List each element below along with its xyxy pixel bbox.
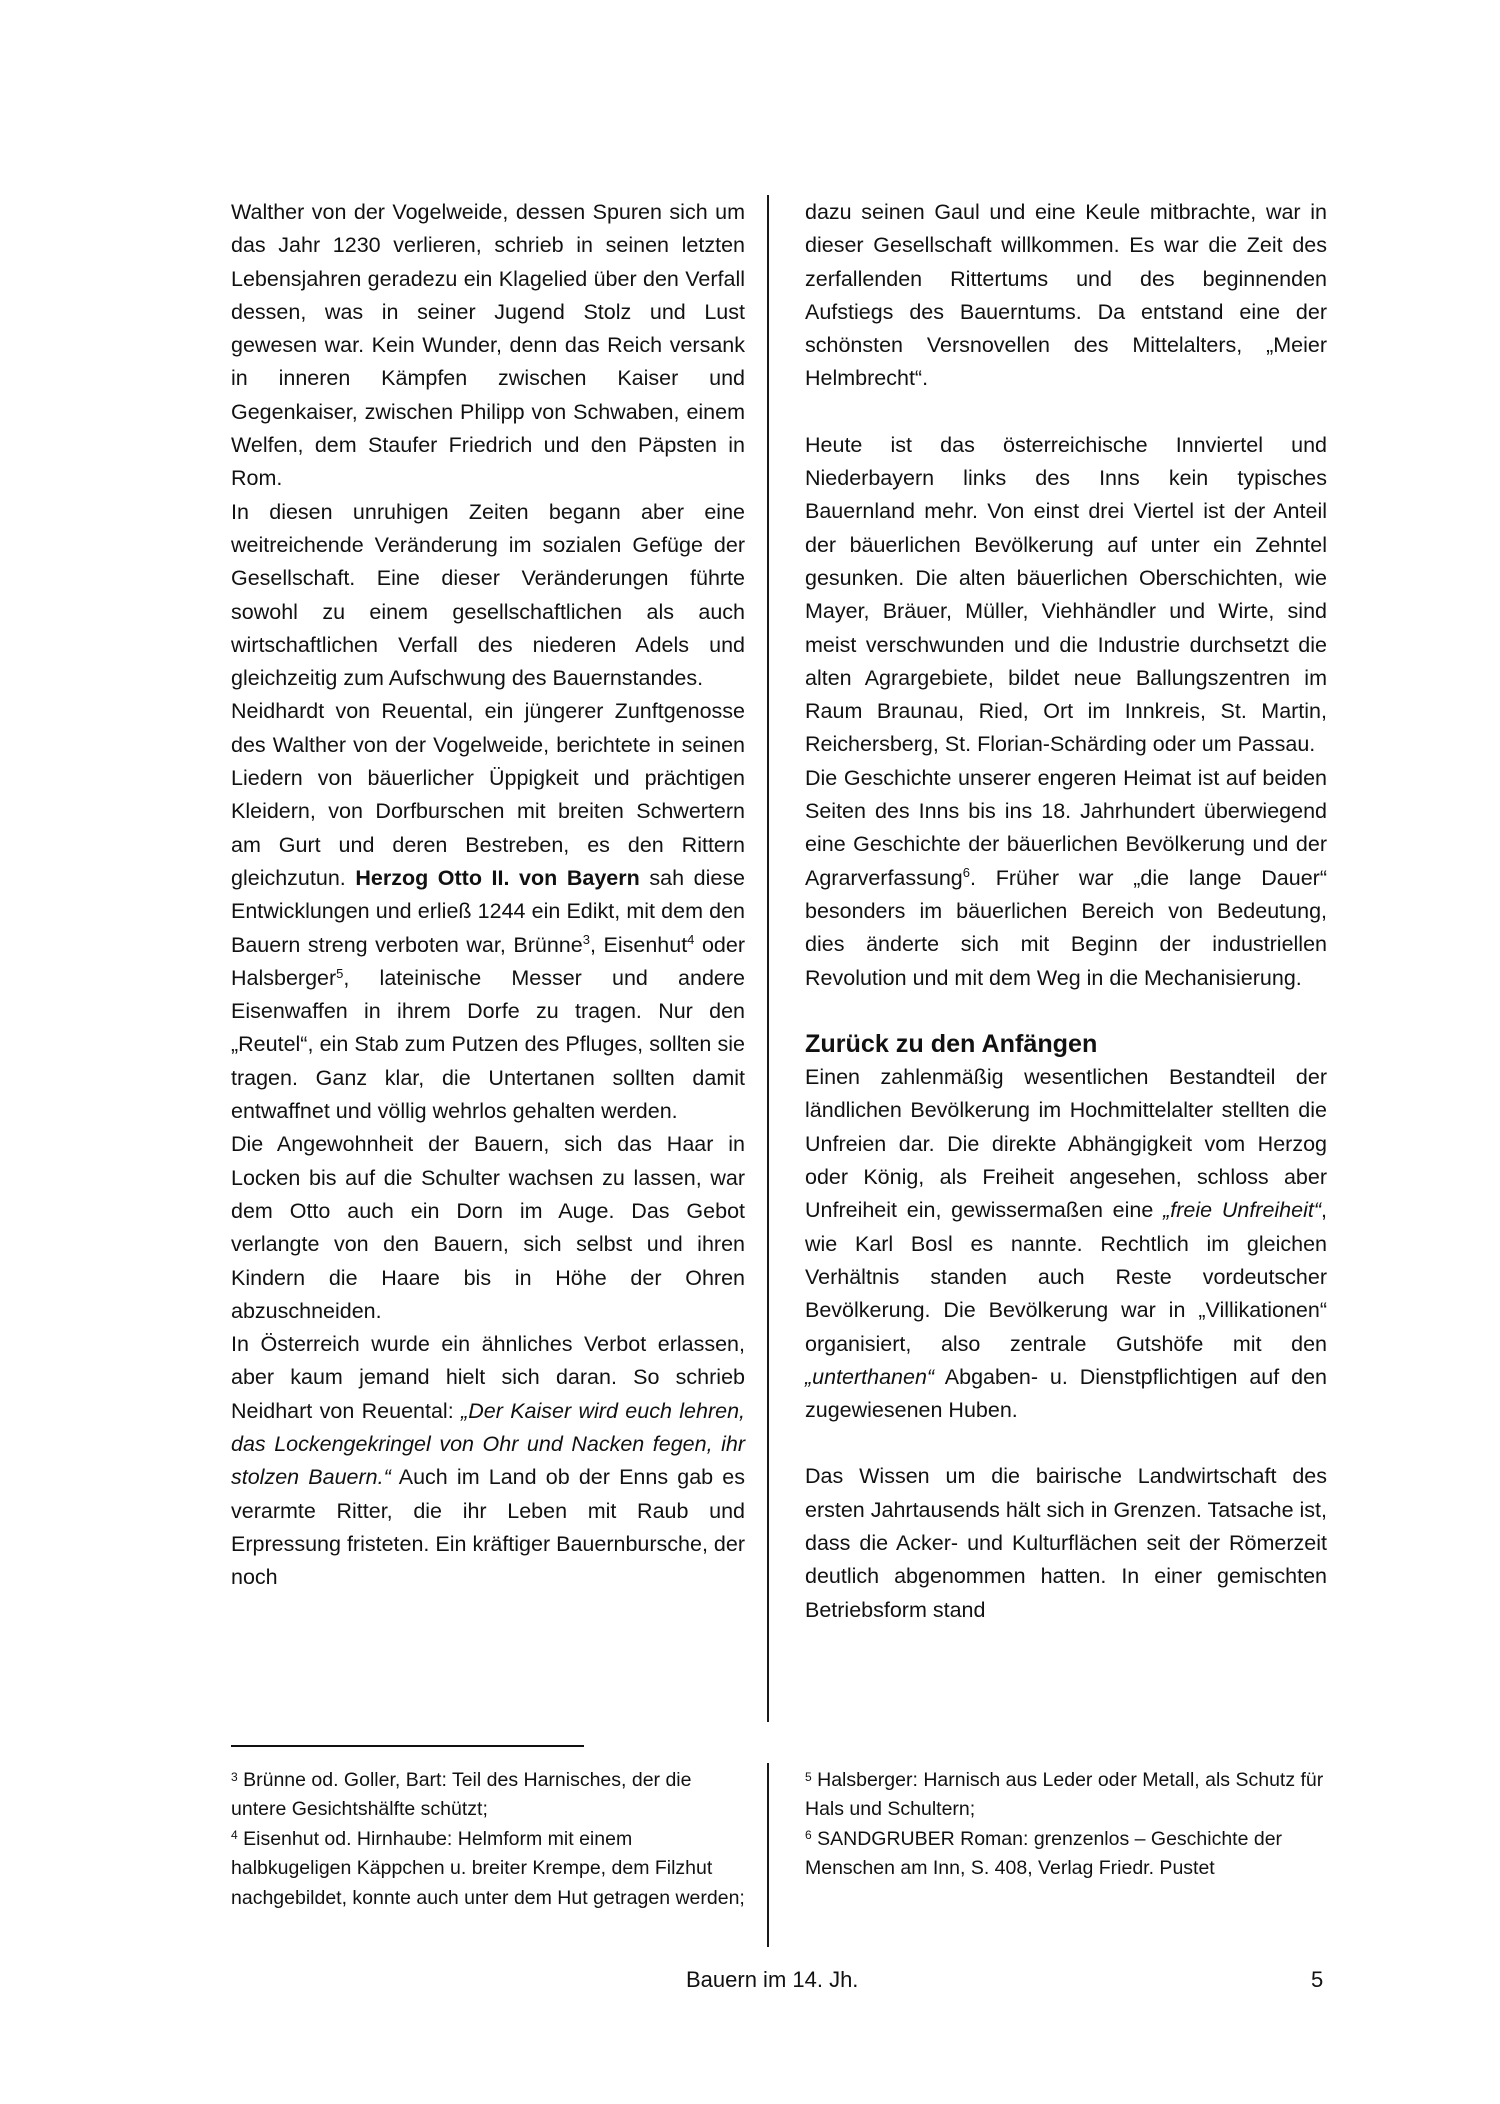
paragraph-oesterreich xyxy=(231,1328,745,1594)
paragraph-helmbrecht: dazu seinen Gaul und eine Keule mitbrachte, war in dieser Gesellschaft willkommen. Es war die Zeit des zerfallenden Rittertums und des beginnenden Aufstiegs des Bauerntums. Da entstand eine der schönsten Versnovellen des Mittelalters, „Meier Helmbrecht“. xyxy=(805,200,1327,391)
italic-quote: „Der Kaiser wird euch lehren, das Lockengekringel von Ohr und Nacken fegen, ihr stolzen Bauern.“ xyxy=(231,1398,746,1490)
footnotes-right xyxy=(805,1766,1325,1884)
footnote-4 xyxy=(231,1825,751,1913)
footnote-number: 5 xyxy=(805,1769,812,1784)
footnote-5 xyxy=(805,1766,1325,1825)
paragraph-haar: Die Angewohnheit der Bauern, sich das Haar in Locken bis auf die Schulter wachsen zu lassen, war dem Otto auch ein Dorn im Auge. Das Gebot verlangte von den Bauern, sich selbst und ihren Kindern die Haare bis in Höhe der Ohren abzuschneiden. xyxy=(231,1132,745,1323)
bold-name-herzog-otto: Herzog Otto II. von Bayern xyxy=(355,865,640,890)
footnotes-left xyxy=(231,1766,751,1913)
paragraph-innviertel: Heute ist das österreichische Innviertel und Niederbayern links des Inns kein typisches Bauernland mehr. Von einst drei Viertel ist der Anteil der bäuerlichen Bevölkerung auf unter ein Zehntel gesunken. Die alten bäuerlichen Oberschichten, wie Mayer, Bräuer, Müller, Viehhändler und Wirte, sind meist verschwunden und die Industrie durchsetzt die alten Agrargebiete, bildet neue Ballungszentren im Raum Braunau, Ried, Ort im Innkreis, St. Martin, Reichersberg, St. Florian-Schärding oder um Passau. xyxy=(805,432,1327,757)
footnote-separator xyxy=(231,1745,584,1747)
column-divider-bottom xyxy=(767,1763,769,1947)
footnote-ref-5[interactable]: 5 xyxy=(336,965,344,981)
paragraph-landwirtschaft: Das Wissen um die bairische Landwirtschaft des ersten Jahrtausends hält sich in Grenzen. Tatsache ist, dass die Acker- und Kulturflächen seit der Römerzeit deutlich abgenommen hatten. In einer gemischten Betriebsform stand xyxy=(805,1464,1327,1622)
footnote-number: 4 xyxy=(231,1828,238,1843)
text-run: . Früher war „die lange Dauer“ besonders im bäuerlichen Bereich von Bedeutung, dies änderte sich mit Beginn der industriellen Revolution und mit dem Weg in die Mechanisierung. xyxy=(805,865,1327,990)
column-divider-top xyxy=(767,195,769,1722)
text-run: sah diese Entwicklungen und erließ 1244 ein Edikt, mit dem den Bauern streng verboten war, Brünne xyxy=(231,865,746,957)
text-run: oder Halsberger xyxy=(231,932,745,990)
text-run: Die Geschichte unserer engeren Heimat ist auf beiden Seiten des Inns bis ins 18. Jahrhundert überwiegend eine Geschichte der bäuerlichen Bevölkerung und der Agrarverfassung xyxy=(805,765,1327,890)
text-run: Abgaben- u. Dienstpflichtigen auf den zugewiesenen Huben. xyxy=(805,1364,1327,1423)
paragraph-walther: Walther von der Vogelweide, dessen Spuren sich um das Jahr 1230 verlieren, schrieb in seinen letzten Lebensjahren geradezu ein Klagelied über den Verfall dessen, was in seiner Jugend Stolz und Lust gewesen war. Kein Wunder, denn das Reich versank in inneren Kämpfen zwischen Kaiser und Gegenkaiser, zwischen Philipp von Schwaben, einem Welfen, dem Staufer Friedrich und den Päpsten in Rom. xyxy=(231,200,745,491)
text-run: , wie Karl Bosl es nannte. Rechtlich im gleichen Verhältnis standen auch Reste vordeutscher Bevölkerung. Die Bevölkerung war in „Villikationen“ organisiert, also zentrale Gutshöfe mit den xyxy=(805,1198,1327,1356)
footnote-ref-4[interactable]: 4 xyxy=(687,932,695,948)
paragraph-unfreien xyxy=(805,1061,1327,1427)
text-run: Auch im Land ob der Enns gab es verarmte Ritter, die ihr Leben mit Raub und Erpressung fristeten. Ein kräftiger Bauernbursche, der noch xyxy=(231,1465,746,1590)
italic-freie-unfreiheit: „freie Unfreiheit“ xyxy=(1163,1198,1322,1223)
footnote-ref-3[interactable]: 3 xyxy=(582,932,590,948)
section-heading: Zurück zu den Anfängen xyxy=(805,1029,1098,1058)
italic-unterthanen: „unterthanen“ xyxy=(805,1364,935,1389)
footnote-3 xyxy=(231,1766,751,1825)
footnote-6 xyxy=(805,1825,1325,1884)
footnote-text: Eisenhut od. Hirnhaube: Helmform mit einem halbkugeligen Käppchen u. breiter Krempe, dem Filzhut nachgebildet, konnte auch unter dem Hut getragen werden; xyxy=(231,1827,745,1909)
right-column xyxy=(805,196,1327,1627)
footnote-text: SANDGRUBER Roman: grenzenlos – Geschichte der Menschen am Inn, S. 408, Verlag Friedr. Pustet xyxy=(805,1827,1283,1880)
page-number: 5 xyxy=(1311,1967,1324,1992)
footnote-number: 3 xyxy=(231,1769,238,1784)
text-run: , Eisenhut xyxy=(589,932,688,957)
footnote-ref-6[interactable]: 6 xyxy=(962,865,970,881)
footnote-text: Halsberger: Harnisch aus Leder oder Metall, als Schutz für Hals und Schultern; xyxy=(805,1769,1324,1821)
text-run: Neidhardt von Reuental, ein jüngerer Zunftgenosse des Walther von der Vogelweide, berichtete in seinen Liedern von bäuerlicher Üppigkeit und prächtigen Kleidern, von Dorfburschen mit breiten Schwertern am Gurt und deren Bestreben, es den Rittern gleichzutun. xyxy=(231,699,745,890)
text-run: In Österreich wurde ein ähnliches Verbot erlassen, aber kaum jemand hielt sich daran. So schrieb Neidhart von Reuental: xyxy=(231,1332,745,1423)
paragraph-veraenderung: In diesen unruhigen Zeiten begann aber eine weitreichende Veränderung im sozialen Gefüge der Gesellschaft. Eine dieser Veränderungen führte sowohl zu einem gesellschaftlichen als auch wirtschaftlichen Verfall des niederen Adels und gleichzeitig zum Aufschwung des Bauernstandes. xyxy=(231,499,745,691)
footnote-text: Brünne od. Goller, Bart: Teil des Harnisches, der die untere Gesichtshälfte schützt; xyxy=(231,1769,692,1821)
footnote-number: 6 xyxy=(805,1828,812,1843)
text-run: , lateinische Messer und andere Eisenwaffen in ihrem Dorfe zu tragen. Nur den „Reutel“, ein Stab zum Putzen des Pfluges, sollten sie tragen. Ganz klar, die Untertanen sollten damit entwaffnet und völlig wehrlos gehalten werden. xyxy=(231,965,745,1124)
text-run: Einen zahlenmäßig wesentlichen Bestandteil der ländlichen Bevölkerung im Hochmittelalter stellten die Unfreien dar. Die direkte Abhängigkeit vom Herzog oder König, als Freiheit angesehen, schloss aber Unfreiheit ein, gewissermaßen eine xyxy=(805,1065,1327,1223)
paragraph-geschichte xyxy=(805,762,1327,995)
left-column xyxy=(231,196,745,1594)
paragraph-neidhardt xyxy=(231,695,745,1128)
running-footer-title: Bauern im 14. Jh. xyxy=(686,1967,859,1992)
